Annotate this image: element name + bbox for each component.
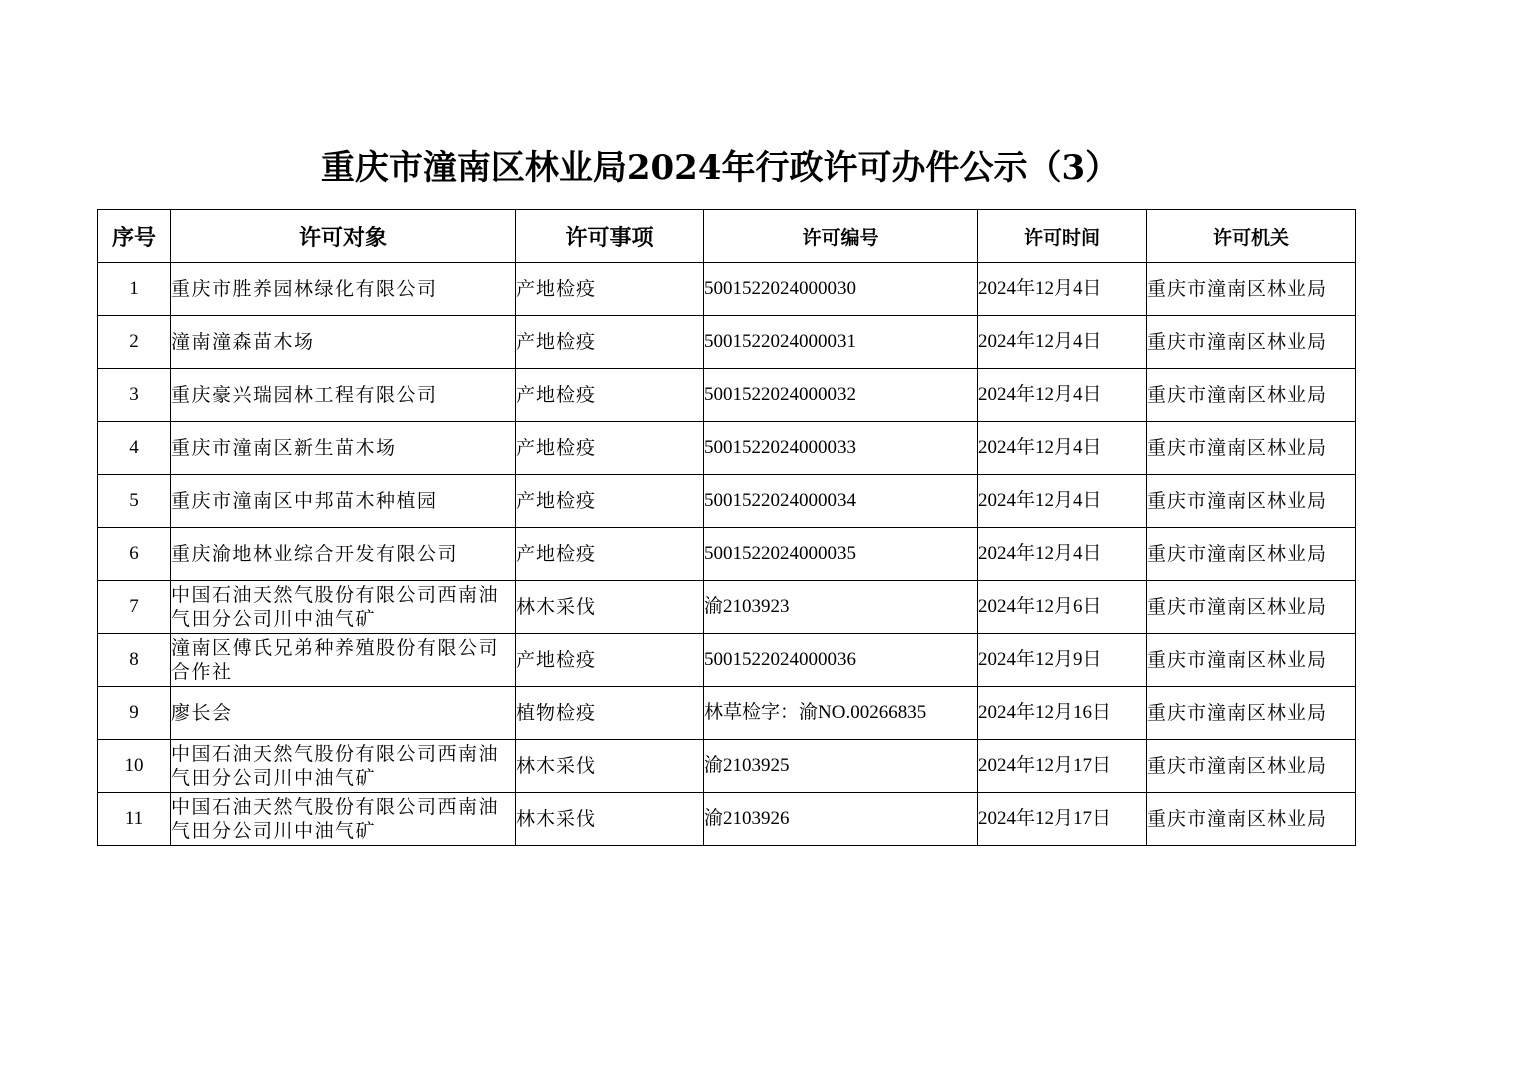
cell-number: 5001522024000031 bbox=[704, 316, 978, 369]
table-row bbox=[98, 581, 1356, 634]
cell-object: 中国石油天然气股份有限公司西南油气田分公司川中油气矿 bbox=[171, 793, 516, 846]
cell-index: 11 bbox=[98, 793, 171, 846]
cell-number: 渝2103926 bbox=[704, 793, 978, 846]
cell-authority: 重庆市潼南区林业局 bbox=[1147, 369, 1356, 422]
table-row bbox=[98, 687, 1356, 740]
cell-object: 潼南潼森苗木场 bbox=[171, 316, 516, 369]
cell-number: 5001522024000032 bbox=[704, 369, 978, 422]
cell-object: 中国石油天然气股份有限公司西南油气田分公司川中油气矿 bbox=[171, 740, 516, 793]
cell-number: 渝2103925 bbox=[704, 740, 978, 793]
cell-number: 5001522024000036 bbox=[704, 634, 978, 687]
table-row bbox=[98, 316, 1356, 369]
cell-date: 2024年12月4日 bbox=[978, 263, 1147, 316]
cell-index: 8 bbox=[98, 634, 171, 687]
cell-item: 林木采伐 bbox=[516, 793, 704, 846]
cell-number: 5001522024000035 bbox=[704, 528, 978, 581]
cell-item: 产地检疫 bbox=[516, 369, 704, 422]
cell-index: 9 bbox=[98, 687, 171, 740]
cell-number: 林草检字：渝NO.00266835 bbox=[704, 687, 978, 740]
cell-date: 2024年12月4日 bbox=[978, 316, 1147, 369]
cell-index: 4 bbox=[98, 422, 171, 475]
cell-object: 重庆渝地林业综合开发有限公司 bbox=[171, 528, 516, 581]
cell-object: 廖长会 bbox=[171, 687, 516, 740]
table-row bbox=[98, 740, 1356, 793]
cell-index: 6 bbox=[98, 528, 171, 581]
cell-object: 潼南区傅氏兄弟种养殖股份有限公司合作社 bbox=[171, 634, 516, 687]
cell-authority: 重庆市潼南区林业局 bbox=[1147, 422, 1356, 475]
cell-item: 林木采伐 bbox=[516, 581, 704, 634]
cell-object: 重庆市胜养园林绿化有限公司 bbox=[171, 263, 516, 316]
cell-authority: 重庆市潼南区林业局 bbox=[1147, 316, 1356, 369]
header-object: 许可对象 bbox=[171, 210, 516, 263]
cell-item: 产地检疫 bbox=[516, 528, 704, 581]
cell-date: 2024年12月9日 bbox=[978, 634, 1147, 687]
table-body bbox=[98, 263, 1356, 846]
cell-item: 产地检疫 bbox=[516, 316, 704, 369]
cell-item: 产地检疫 bbox=[516, 422, 704, 475]
cell-authority: 重庆市潼南区林业局 bbox=[1147, 263, 1356, 316]
cell-authority: 重庆市潼南区林业局 bbox=[1147, 581, 1356, 634]
cell-number: 5001522024000034 bbox=[704, 475, 978, 528]
cell-item: 植物检疫 bbox=[516, 687, 704, 740]
header-item: 许可事项 bbox=[516, 210, 704, 263]
cell-number: 5001522024000030 bbox=[704, 263, 978, 316]
header-number: 许可编号 bbox=[704, 210, 978, 263]
header-authority: 许可机关 bbox=[1147, 210, 1356, 263]
cell-index: 7 bbox=[98, 581, 171, 634]
cell-item: 林木采伐 bbox=[516, 740, 704, 793]
cell-index: 3 bbox=[98, 369, 171, 422]
permit-table bbox=[97, 209, 1356, 846]
cell-date: 2024年12月4日 bbox=[978, 528, 1147, 581]
cell-object: 中国石油天然气股份有限公司西南油气田分公司川中油气矿 bbox=[171, 581, 516, 634]
cell-object: 重庆市潼南区中邦苗木种植园 bbox=[171, 475, 516, 528]
cell-object: 重庆豪兴瑞园林工程有限公司 bbox=[171, 369, 516, 422]
cell-number: 5001522024000033 bbox=[704, 422, 978, 475]
cell-number: 渝2103923 bbox=[704, 581, 978, 634]
cell-date: 2024年12月4日 bbox=[978, 369, 1147, 422]
cell-index: 5 bbox=[98, 475, 171, 528]
cell-item: 产地检疫 bbox=[516, 634, 704, 687]
table-row bbox=[98, 263, 1356, 316]
table-row bbox=[98, 528, 1356, 581]
cell-date: 2024年12月4日 bbox=[978, 422, 1147, 475]
table-row bbox=[98, 422, 1356, 475]
table-row bbox=[98, 475, 1356, 528]
cell-date: 2024年12月16日 bbox=[978, 687, 1147, 740]
cell-authority: 重庆市潼南区林业局 bbox=[1147, 793, 1356, 846]
cell-object: 重庆市潼南区新生苗木场 bbox=[171, 422, 516, 475]
table-header-row bbox=[98, 210, 1356, 263]
header-date: 许可时间 bbox=[978, 210, 1147, 263]
cell-authority: 重庆市潼南区林业局 bbox=[1147, 528, 1356, 581]
cell-item: 产地检疫 bbox=[516, 475, 704, 528]
cell-item: 产地检疫 bbox=[516, 263, 704, 316]
cell-date: 2024年12月17日 bbox=[978, 740, 1147, 793]
page-title: 重庆市潼南区林业局2024年行政许可办件公示（3） bbox=[320, 148, 1120, 188]
table-row bbox=[98, 793, 1356, 846]
cell-index: 2 bbox=[98, 316, 171, 369]
cell-date: 2024年12月4日 bbox=[978, 475, 1147, 528]
cell-authority: 重庆市潼南区林业局 bbox=[1147, 687, 1356, 740]
cell-authority: 重庆市潼南区林业局 bbox=[1147, 634, 1356, 687]
cell-date: 2024年12月17日 bbox=[978, 793, 1147, 846]
cell-index: 10 bbox=[98, 740, 171, 793]
cell-authority: 重庆市潼南区林业局 bbox=[1147, 475, 1356, 528]
header-index: 序号 bbox=[98, 210, 171, 263]
cell-index: 1 bbox=[98, 263, 171, 316]
cell-authority: 重庆市潼南区林业局 bbox=[1147, 740, 1356, 793]
table-row bbox=[98, 369, 1356, 422]
cell-date: 2024年12月6日 bbox=[978, 581, 1147, 634]
table-row bbox=[98, 634, 1356, 687]
